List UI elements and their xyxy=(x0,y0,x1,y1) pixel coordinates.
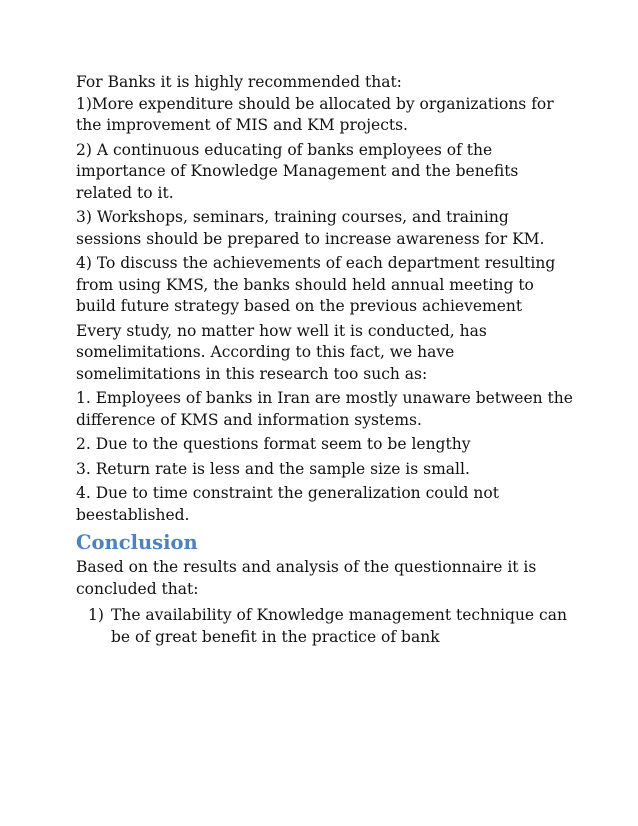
limitation-3: 3. Return rate is less and the sample size is small. xyxy=(76,459,470,478)
limitations-intro: Every study, no matter how well it is conducted, has somelimitations. According to this fact, we have somelimitations in this research too such as: xyxy=(76,321,487,383)
recommendation-1: 1)More expenditure should be allocated by organizations for the improvement of MIS and KM projects. xyxy=(76,94,554,134)
recommendation-3: 3) Workshops, seminars, training courses, and training sessions should be prepared to increase awareness for KM. xyxy=(76,208,545,248)
conclusion-list-number: 1) xyxy=(88,606,104,624)
conclusion-list-text: The availability of Knowledge management technique can be of great benefit in the practice of bank xyxy=(111,606,567,646)
recommendation-4: 4) To discuss the achievements of each department resulting from using KMS, the banks should held annual meeting to build future strategy based on the previous achievement xyxy=(76,254,556,315)
limitation-2: 2. Due to the questions format seem to be lengthy xyxy=(76,435,471,453)
document-page xyxy=(76,72,576,648)
limitation-4: 4. Due to time constraint the generalization could not beestablished. xyxy=(76,484,499,524)
recommendations-intro: For Banks it is highly recommended that: xyxy=(76,73,402,91)
limitation-1: 1. Employees of banks in Iran are mostly unaware between the difference of KMS and information systems. xyxy=(76,389,573,429)
recommendation-2: 2) A continuous educating of banks employees of the importance of Knowledge Management and the benefits related to it. xyxy=(76,140,519,202)
conclusion-heading: Conclusion xyxy=(76,531,198,554)
conclusion-intro: Based on the results and analysis of the questionnaire it is concluded that: xyxy=(76,558,537,598)
conclusion-list-item xyxy=(88,605,576,648)
